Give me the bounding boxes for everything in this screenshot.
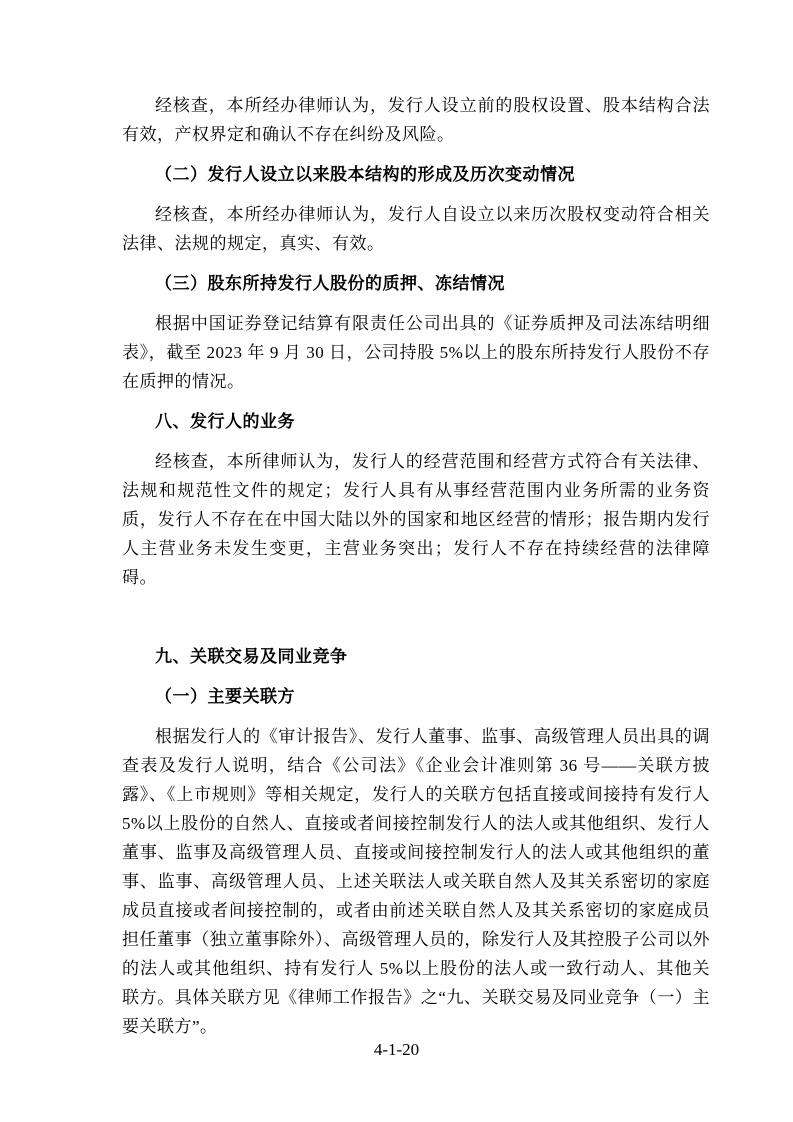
- subsection-heading: （三）股东所持发行人股份的质押、冻结情况: [155, 274, 505, 293]
- body-paragraph: 经核查，本所经办律师认为，发行人设立前的股权设置、股本结构合法有效，产权界定和确认不存在纠纷及风险。: [122, 96, 710, 144]
- body-paragraph: 经核查，本所律师认为，发行人的经营范围和经营方式符合有关法律、法规和规范性文件的规定；发行人具有从事经营范围内业务所需的业务资质，发行人不存在在中国大陆以外的国家和地区经营的情形；报告期内发行人主营业务未发生变更，主营业务突出；发行人不存在持续经营的法律障碍。: [122, 452, 710, 587]
- document-content: [122, 80, 710, 1052]
- subsection-heading: （一）主要关联方: [155, 687, 295, 706]
- body-paragraph: 经核查，本所经办律师认为，发行人自设立以来历次股权变动符合相关法律、法规的规定，真实、有效。: [122, 205, 710, 253]
- page-number: 4-1-20: [373, 1040, 420, 1059]
- body-paragraph: 根据中国证券登记结算有限责任公司出具的《证券质押及司法冻结明细表》，截至 2023 年 9 月 30 日，公司持股 5%以上的股东所持发行人股份不存在质押的情况。: [122, 314, 710, 391]
- section-heading: 九、关联交易及同业竞争: [155, 647, 348, 666]
- body-paragraph: 根据发行人的《审计报告》、发行人董事、监事、高级管理人员出具的调查表及发行人说明，结合《公司法》《企业会计准则第 36 号——关联方披露》、《上市规则》等相关规定，发行人的关联方包括直接或间接持有发行人 5%以上股份的自然人、直接或者间接控制发行人的法人或其他组织、发行人董事、监事及高级管理人员、直接或间接控制发行人的法人或其他组织的董事、监事、高级管理人员、上述关联法人或关联自然人及其关系密切的家庭成员直接或者间接控制的，或者由前述关联自然人及其关系密切的家庭成员担任董事（独立董事除外）、高级管理人员的，除发行人及其控股子公司以外的法人或其他组织、持有发行人 5%以上股份的法人或一致行动人、其他关联方。具体关联方见《律师工作报告》之“九、关联交易及同业竞争（一）主要关联方”。: [122, 727, 710, 1036]
- subsection-heading: （二）发行人设立以来股本结构的形成及历次变动情况: [155, 165, 575, 184]
- section-heading: 八、发行人的业务: [155, 412, 295, 431]
